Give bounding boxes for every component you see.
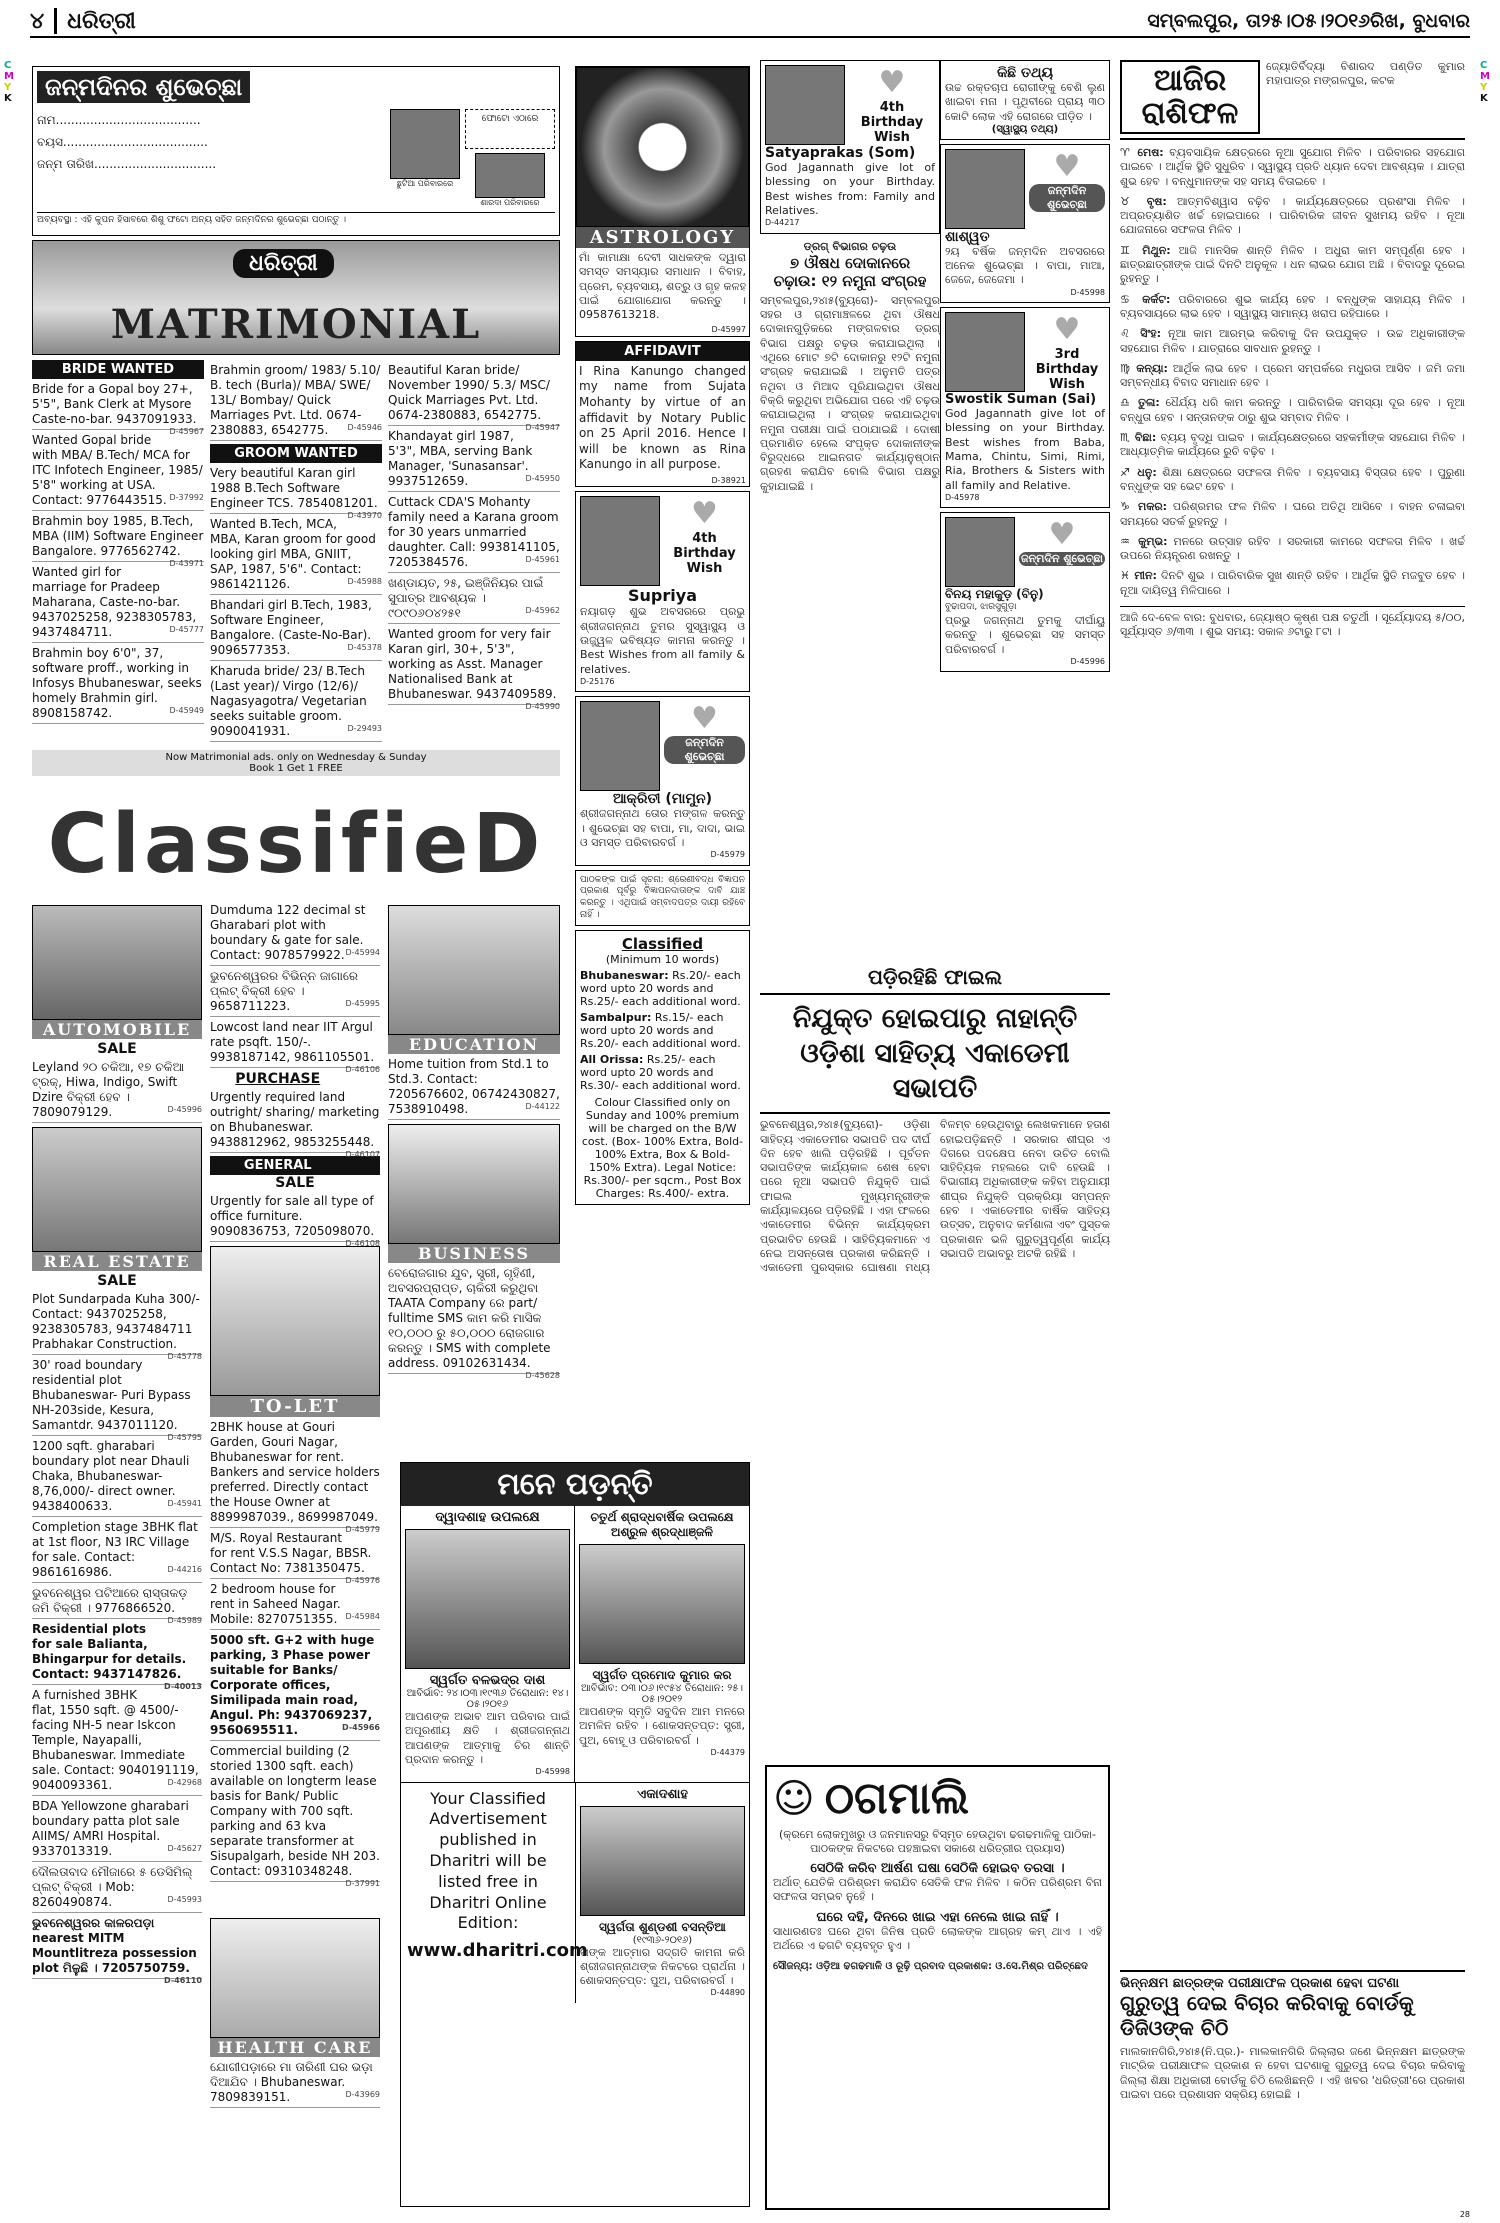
matrimonial-ad: Wanted groom for very fair Karan girl, 30+, 5'3", working as Asst. Manager Nationalised Bank at Bhubaneswar. 9437409589. D-45990 [388,627,560,711]
ad-code: D-44217 [765,218,800,228]
tolet-image [210,1246,380,1396]
form-field-name[interactable]: ନାମ...................................... [37,113,201,127]
memorial-1 [401,1506,575,1782]
fact-source: (ସ୍ୱାସ୍ଥ୍ୟ ତଥ୍ୟ) [991,123,1059,135]
news-headline: ୭ ଔଷଧ ଦୋକାନରେ [789,253,911,272]
child-name: Satyaprakas (Som) [765,145,916,161]
memorial-title: ମନେ ପଡ଼ନ୍ତି [401,1463,749,1506]
child-photo-2 [475,153,545,198]
affidavit-code: D-38921 [711,476,746,486]
fact-title: କିଛି ତଥ୍ୟ [996,65,1054,81]
sign-entry [1120,362,1465,391]
news-headline: ଗୁରୁତ୍ୱ ଦେଇ ବିଚାର କରିବାକୁ ବୋର୍ଡକୁ ଡିଜିଓଙ୍କ ଚିଠି [1120,1991,1414,2040]
matrimonial-ad: Bhandari girl B.Tech, 1983, Software Engineer, Bangalore. (Caste-No-Bar). 9096577353. D-45378 [210,598,382,661]
classified-ad: M/S. Royal Restaurant for rent V.S.S Nagar, BBSR. Contact No: 7381350475. D-45976 [210,1531,380,1585]
photo-placeholder-label: ଫୋଟୋ ଏଠାରେ [465,109,555,149]
rate-value: Rs.25/- each word upto 20 words and Rs.30/- each additional word. [580,1053,741,1093]
rates-title: Classified [621,935,704,954]
memorial-code: D-45998 [535,1767,570,1777]
supriya-birthday-ad [575,491,750,692]
sign-text: ଆର୍ଥିକ ଲାଭ ହେବ । ପ୍ରେମ ସମ୍ପର୍କରେ ମଧୁରତା ଆସିବ । ଜମି ଜମା ସମ୍ବନ୍ଧୀୟ ବିବାଦ ସମାଧାନ ହେବ । [1120,361,1465,390]
matrimonial-footer-offer: Book 1 Get 1 FREE [249,763,343,774]
swostik-birthday-ad [940,307,1110,508]
heart-icon: ♥ [1048,517,1076,553]
classified-ad: 30' road boundary residential plot Bhubaneswar- Puri Bypass NH-203side, Kesura, Samantdr. 9437011120. D-45795 [32,1358,202,1442]
memorial-dates: (୧୯୩୬-୨୦୧୬) [632,1934,693,1946]
panchanga-text: ଆଜି ଦେ-ବେଳ ବାର: ବୁଧବାର, ଜ୍ୟୋଷ୍ଠ କୃଷ୍ଣ ପକ୍ଷ ଚତୁର୍ଥୀ । ସୂର୍ଯ୍ୟୋଦୟ ୫/୦୦, ସୂର୍ଯ୍ୟାସ୍ତ ୬/୩୩ । ଶୁଭ ସମୟ: ସକାଳ ୬ଟାରୁ ୮ଟା । [1120,606,1465,640]
classified-ad: ଦୌଲତାବାଦ ମୌଜାରେ ୫ ଡେସିମିଲ୍ ପ୍ଲଟ୍ ବିକ୍ରୀ । Mob: 8260490874. D-45993 [32,1865,202,1913]
zodiac-sign-icon: ♉ [1120,194,1137,208]
classified-ad: 2BHK house at Gouri Garden, Gouri Nagar, Bhubaneswar for rent. Bankers and service holders preferred. Directly contact the House Owner at 8899987039., 8699987049. D-45979 [210,1420,380,1534]
coupon-title: ଜନ୍ମଦିନର ଶୁଭେଚ୍ଛା [37,71,250,103]
zodiac-sign-icon: ♒ [1120,534,1133,548]
memorial-text: ତାଙ୍କ ଆତ୍ମାର ସଦ୍ଗତି କାମନା କରି ଶ୍ରୀଜଗନ୍ନାଥଙ୍କ ନିକଟରେ ପ୍ରାର୍ଥନା । ଶୋକସନ୍ତପ୍ତ: ପୁଅ, ପରିବାରବର୍ଗ । [580,1945,745,1988]
astrologer-info: ଜ୍ୟୋତିର୍ବିଦ୍ୟା ବିଶାରଦ ପଣ୍ଡିତ କୁମାର ମହାପାତ୍ର ମଙ୍ଗଳପୁର, କଟକ [1266,60,1465,88]
matrimonial-col-2 [210,360,382,745]
news-body: ସମ୍ବଲପୁର,୨୪ା୫(ବ୍ୟୁରୋ)- ସମ୍ବଲପୁର ସହର ଓ ଗ୍ରାମାଞ୍ଚଳରେ ଥିବା ଔଷଧ ଦୋକାନଗୁଡ଼ିକରେ ମଙ୍ଗଳବାର ଡ୍ରଗ୍ ବିଭାଗ ପକ୍ଷରୁ ଚଢ଼ଉ କରାଯାଇଥିଲା । ଏଥିରେ ମୋଟ ୭ଟି ଦୋକାନରୁ ୧୨ଟି ନମୁନା ସଂଗ୍ରହ କରାଯାଇଛି । ଅନୁମତି ପତ୍ର ନଥିବା ଓ ମିଆଦ ପୂରିଯାଇଥିବା ଔଷଧ ବିକ୍ରି କରୁଥିବା ଅଭିଯୋଗ ପରେ ଏହି ଚଢ଼ଉ କରାଯାଇଥିଲା । ସଂଗ୍ରହ କରାଯାଇଥିବା ନମୁନା ପରୀକ୍ଷା ପାଇଁ ପଠାଯାଇଛି । ଦୋଷୀ ପ୍ରମାଣିତ ହେଲେ ସଂପୃକ୍ତ ଦୋକାନୀଙ୍କ ବିରୁଦ୍ଧରେ ଆଇନଗତ କାର୍ଯ୍ୟାନୁଷ୍ଠାନ ଗ୍ରହଣ କରାଯିବ ବୋଲି ବିଭାଗ ପକ୍ଷରୁ କୁହାଯାଇଛି । [760,293,940,493]
memorial-name: ସ୍ୱର୍ଗତା ଶୁଣ୍ଡଶୀ ବସନ୍ତିଆ [599,1919,726,1934]
sign-entry [1120,146,1465,189]
birthday-coupon [32,66,560,236]
swostik-photo [945,312,1025,392]
sign-name: ମୀନ: [1134,569,1157,583]
akriti-photo [580,701,660,791]
astrology-ad [575,66,750,337]
classified-ad: Lowcost land near IIT Argul rate psqft. 150/-. 9938187142, 9861105501. D-46106 [210,1020,380,1074]
child-place: ବୁଢାପଦା, ଝାରସୁଗୁଡ଼ା [945,602,1017,613]
child-name: Swostik Suman (Sai) [945,392,1097,408]
form-field-dob[interactable]: ଜନ୍ମ ତାରିଖ................................ [37,157,217,171]
sale-header: SALE [275,1175,315,1191]
wish-label: 3rd Birthday Wish [1035,347,1099,393]
free-ad-url[interactable]: www.dharitri.com [407,1940,588,1962]
ad-code: D-45996 [1070,656,1105,666]
binay-birthday-ad [940,512,1110,672]
ad-code: D-45979 [710,850,745,860]
memorial-text: ଆପଣଙ୍କ ଅଭାବ ଆମ ପରିବାର ପାଇଁ ଅପୂରଣୀୟ କ୍ଷତି । ଶ୍ରୀଜଗନ୍ନାଥ ଆପଣଙ୍କ ଆତ୍ମାକୁ ଚିର ଶାନ୍ତି ପ୍ରଦାନ କରନ୍ତୁ । [405,1710,570,1766]
memorial-photo-3 [580,1806,745,1916]
automobile-image [32,905,202,1020]
heart-icon: ♥ [691,496,718,532]
akriti-birthday-ad [575,696,750,865]
healthcare-image [210,1918,380,2038]
matrimonial-ad: Brahmin groom/ 1983/ 5.10/ B. tech (Burla)/ MBA/ SWE/ 13L/ Bombay/ Quick Marriages Pvt. Ltd. 0674-2380883, 6542775. D-45946 [210,363,382,441]
matrimonial-ad: Wanted B.Tech, MCA, MBA, Karan groom for good looking girl MBA, GNIIT, SAP, 1987, 5'6". Contact: 9861421126. D-45988 [210,517,382,595]
zodiac-sign-icon: ♋ [1120,292,1135,306]
heart-icon: ♥ [1053,312,1081,348]
news-headline: ନିଯୁକ୍ତ ହୋଇପାରୁ ନାହାନ୍ତି ଓଡ଼ିଶା ସାହିତ୍ୟ ଏକାଡେମୀ ସଭାପତି [760,993,1110,1114]
sign-entry [1120,293,1465,322]
dharitri-logo: ଧରିତ୍ରୀ [233,249,334,278]
zodiac-sign-icon: ♓ [1120,569,1131,583]
education-label: EDUCATION [388,1035,560,1054]
memorial-code: D-44379 [710,1747,745,1757]
sign-entry [1120,431,1465,460]
cmyk-marks-right: C M Y K [1480,60,1490,104]
sign-name: ସିଂହ: [1140,327,1162,341]
sign-name: ମିଥୁନ: [1142,243,1171,257]
matrimonial-ad: Bride for a Gopal boy 27+, 5'5", Bank Clerk at Mysore Caste-no-bar. 9437091933. D-45967 [32,382,204,436]
wish-text: ପ୍ରଭୁ ଜଗନ୍ନାଥ ତୁମକୁ ଦୀର୍ଘାୟୁ କରନ୍ତୁ । ଶୁଭେଚ୍ଛା ସହ ସମସ୍ତ ପରିବାରବର୍ଗ । [945,614,1105,656]
sign-text: ବ୍ୟୟ ବୃଦ୍ଧି ପାଇବ । କାର୍ଯ୍ୟକ୍ଷେତ୍ରରେ ସହକର୍ମୀଙ୍କ ସହଯୋଗ ମିଳିବ । ଆଧ୍ୟାତ୍ମିକ କାର୍ଯ୍ୟରେ ରୁଚି ବଢ଼ିବ । [1120,431,1465,459]
dateline: ସମ୍ବଲପୁର, ତା୨୫।୦୫।୨୦୧୬ରିଖ, ବୁଧବାର [1147,10,1470,32]
cmyk-marks-left: C M Y K [4,60,14,104]
classified-ad: A furnished 3BHK flat, 1550 sqft. @ 4500/-facing NH-5 near Iskcon Temple, Nayapalli, Bhubaneswar. Immediate sale. Contact: 9040191119, 9040093361. D-42968 [32,1688,202,1796]
sasmita-photo [945,149,1025,229]
automobile-label: AUTOMOBILE [32,1020,202,1039]
news-kicker: ଡ୍ରଗ୍ ବିଭାଗର ଚଢ଼ଉ [803,239,897,253]
sahitya-akademi-news [760,965,1110,1605]
zodiac-sign-icon: ♊ [1120,243,1135,257]
wish-badge: ଜନ୍ମଦିନ ଶୁଭେଚ୍ଛା [1020,552,1104,566]
classified-ad: ବେରୋଜଗାର ଯୁବ, ସ୍ତ୍ରୀ, ଗୃହିଣୀ, ଅବସରପ୍ରାପ୍ତ, ଚାକିରୀ କରୁଥିବା TAATA Company ରେ part/ fulltime SMS କାମ କରି ମାସିକ ୧୦,୦୦୦ ରୁ ୫୦,୦୦୦ ରୋଜଗାର କରନ୍ତୁ । SMS with complete address. 09102631434. D-45628 [388,1266,560,1380]
heart-icon: ♥ [691,701,718,737]
matrimonial-banner [32,240,560,355]
wish-text: ନୟାଗଡ଼ ଶୁଭ ଅବସରରେ ପ୍ରଭୁ ଶ୍ରୀଜଗନ୍ନାଥ ତୁମର ସୁସ୍ୱାସ୍ଥ୍ୟ ଓ ଉଜ୍ଜ୍ୱଳ ଭବିଷ୍ୟତ କାମନା କରନ୍ତୁ । Best Wishes from all family & relatives. [580,605,745,676]
page-marker: 28 [1459,2210,1470,2219]
sign-entry [1120,500,1465,529]
thagamali-title: ଠଗମାଲି [824,1773,970,1824]
child-photo-1 [390,109,460,179]
wish-text: ଶ୍ରୀଜଗନ୍ନାଥ ତୋର ମଙ୍ଗଳ କରନ୍ତୁ । ଶୁଭେଚ୍ଛା ସହ ବାପା, ମା, ଦାଦା, ଭାଇ ଓ ସମସ୍ତ ପରିବାରବର୍ଗ । [580,807,745,849]
rate-value: Rs.15/- each word upto 20 words and Rs.20/- each additional word. [580,1011,741,1051]
memorial-name: ସ୍ୱର୍ଗତ ପ୍ରମୋଦ କୁମାର କର [592,1668,732,1682]
rate-place: All Orissa: [580,1053,644,1067]
supriya-photo [580,496,660,586]
thagamali-saying: ଘରେ ଦହି, ଦିନରେ ଖାଇ ଏହା ନେଲେ ଖାଇ ନାହିଁ । [816,1910,1059,1926]
small-notice [575,870,750,927]
ad-code: D-45998 [1070,287,1105,297]
heart-icon: ♥ [1053,148,1081,184]
form-field-age[interactable]: ବୟସ...................................... [37,135,208,149]
memorial-3 [576,1783,749,2003]
matrimonial-footer-note: Now Matrimonial ads. only on Wednesday & Sunday [165,752,427,763]
medicine-news [760,240,940,494]
matrimonial-footer [32,750,560,776]
matrimonial-ad: Wanted Gopal bride with MBA/ B.Tech/ MCA for ITC Infotech Engineer, 1985/ 5'8" working at USA. Contact: 9776443515. D-37992 [32,433,204,511]
sign-entry [1120,569,1465,598]
ad-code: D-45978 [945,492,980,502]
memorial-block [400,1462,750,2207]
matrimonial-ad: Brahmin boy 1985, B.Tech, MBA (IIM) Software Engineer Bangalore. 9776562742. D-43971 [32,514,204,568]
sign-name: କନ୍ୟା: [1136,361,1168,375]
sign-entry [1120,535,1465,564]
classified-ad: Commercial building (2 storied 1300 sqft. each) available on longterm lease basis for Bank/ Public Company with 700 sqft. parking and 63 kva separate transformer at Sisupalgarh, beside NH 203. Contact: 09310348248. D-37991 [210,1744,380,1888]
sign-text: ବ୍ୟବସାୟିକ କ୍ଷେତ୍ରରେ ନୂଆ ସୁଯୋଗ ମିଳିବ । ପରିବାରର ସହଯୋଗ ପାଇବେ । ଆର୍ଥିକ ସ୍ଥିତି ସୁଧୁରିବ । ସ୍ୱାସ୍ଥ୍ୟ ପ୍ରତି ଧ୍ୟାନ ଦେବା ଆବଶ୍ୟକ । ଯାତ୍ରା ଶୁଭ ହେବ । ବନ୍ଧୁମାନଙ୍କ ସହ ସମୟ ବିତାଇବେ । [1120,146,1465,188]
matrimonial-ad: Brahmin boy 6'0", 37, software proff., working in Infosys Bhubaneswar, seeks homely Brahmin girl. 8908158742. D-45949 [32,646,204,724]
child-name: Supriya [628,586,697,606]
rates-subtitle: (Minimum 10 words) [605,953,720,967]
healthcare-block [210,1918,380,2208]
thagamali-text: ଅର୍ଥାତ୍ ଯେତିକି ପରିଶ୍ରମ କରାଯିବ ସେତିକି ଫଳ ମିଳିବ । କଠିନ ପରିଶ୍ରମ ବିନା ସଫଳତା ସମ୍ଭବ ନୁହେଁ । [773,1875,1102,1903]
zodiac-sign-icon: ♐ [1120,465,1132,479]
sign-text: ପରିବାରରେ ଶୁଭ କାର୍ଯ୍ୟ ହେବ । ବନ୍ଧୁଙ୍କ ସାହାଯ୍ୟ ମିଳିବ । ବ୍ୟବସାୟରେ ଲାଭ ହେବ । ସ୍ୱାସ୍ଥ୍ୟ ସାମାନ୍ୟ ଖରାପ ରହିପାରେ । [1120,292,1465,320]
matrimonial-ad: Cuttack CDA'S Mohanty family need a Karana groom for 30 years unmarried daughter. Call: 9938141105, 7205384576. D-45961 [388,495,560,573]
affidavit-header: AFFIDAVIT [576,342,749,361]
sign-text: ନୂଆ କାମ ଆରମ୍ଭ କରିବାକୁ ଦିନ ଉପଯୁକ୍ତ । ଉଚ୍ଚ ଅଧିକାରୀଙ୍କ ସହଯୋଗ ମିଳିବ । ଯାତ୍ରାରେ ସାବଧାନ ରୁହନ୍ତୁ । [1120,327,1465,355]
sign-name: କର୍କଟ: [1142,292,1171,306]
binay-photo [945,517,1015,587]
memorial-heading: ଦ୍ୱାଦଶାହ ଉପଲକ୍ଷେ [435,1510,540,1525]
child-name: ବିନୟ ମହାକୁଡ଼ (ବିନୁ) [945,587,1044,602]
classified-ad: Plot Sundarpada Kuha 300/-Contact: 9437025258, 9238305783, 9437484711 Prabhakar Construction. D-45778 [32,1292,202,1361]
classified-ad: BDA Yellowzone gharabari boundary patta plot sale AIIMS/ AMRI Hospital. 9337013319. D-45627 [32,1799,202,1862]
purchase-header: PURCHASE [235,1071,321,1087]
column-5 [760,60,940,760]
column-6 [940,60,1110,760]
news-kicker: ଭିନ୍ନକ୍ଷମ ଛାତ୍ରଙ୍କ ପରୀକ୍ଷାଫଳ ପ୍ରକାଶ ହେବା ଘଟଣା [1120,1976,1400,1991]
sign-entry [1120,466,1465,495]
matrimonial-title: MATRIMONIAL [110,301,482,348]
news-body: ମାଲକାନଗିରି,୨୪ା୫(ନି.ପ୍ର.)- ମାଲକାନଗିରି ଜିଲ୍ଲାର ଜଣେ ଭିନ୍ନକ୍ଷମ ଛାତ୍ରଙ୍କ ମାଟ୍ରିକ ପରୀକ୍ଷାଫଳ ପ୍ରକାଶ ନ ହେବା ଘଟଣାକୁ ଗୁରୁତ୍ୱ ଦେଇ ବିଚାର କରିବାକୁ ଜିଲ୍ଲା ଶିକ୍ଷା ଅଧିକାରୀ ବୋର୍ଡକୁ ଚିଠି ଲେଖିଛନ୍ତି । ଏହି ଖବର 'ଧରିତ୍ରୀ'ରେ ପ୍ରକାଶ ପାଇବା ପରେ ପ୍ରଶାସନ ସକ୍ରିୟ ହୋଇଛି । [1120,2045,1465,2101]
column-4 [575,66,750,1456]
sign-entry [1120,396,1465,425]
rate-place: Sambalpur: [580,1011,652,1025]
classified-col-c [388,905,560,1465]
memorial-name: ସ୍ୱର୍ଗତ ବଳଭଦ୍ର ଦାଶ [429,1673,546,1688]
zodiac-sign-icon: ♏ [1120,431,1131,445]
photo-caption-1: ଛୁଟିଆ ପରିବାରରେ [396,179,454,188]
horoscope-title: ଆଜିର ରାଶିଫଳ [1120,60,1260,134]
rates-note: Colour Classified only on Sunday and 100% premium will be charged on the B/W cost. (Box- 100% Extra, Bold- 100% Extra, Box & Bold- 150% Extra). Legal Notice: Rs.300/- per sqcm., Post Box Charges: Rs.400/- extra. [581,1096,744,1201]
matrimonial-ad: Very beautiful Karan girl 1988 B.Tech Software Engineer TCS. 7854081201. D-43970 [210,466,382,520]
matrimonial-ad: Kharuda bride/ 23/ B.Tech (Last year)/ Virgo (12/6)/ Nagasyagotra/ Vegetarian seeks suitable groom. 9090041931. D-29493 [210,664,382,742]
sign-text: ମନରେ ଉତ୍ସାହ ରହିବ । ସରକାରୀ କାମରେ ସଫଳତା ମିଳିବ । ଖର୍ଚ୍ଚ ଉପରେ ନିୟନ୍ତ୍ରଣ ରଖନ୍ତୁ । [1120,534,1465,563]
classified-ad: Urgently required land outright/ sharing/ marketing on Bhubaneswar. 9438812962, 9853255448. D-46107 [210,1090,380,1159]
classified-ad: ଭୁବନେଶ୍ୱର ପଟିଆରେ ରାସ୍ତାକଡ଼ ଜମି ବିକ୍ରୀ । 9776866520. D-45989 [32,1586,202,1625]
som-photo [765,65,845,145]
classified-ad: 1200 sqft. gharabari boundary plot near Dhauli Chaka, Bhubaneswar-8,76,000/- direct owner. 9438400633. D-45941 [32,1439,202,1517]
classified-ad: Completion stage 3BHK flat at 1st floor, N3 IRC Village for sale. Contact: 9861616986. D-44216 [32,1520,202,1583]
notice-text: ପାଠକଙ୍କ ପାଇଁ ସୂଚନା: ଶ୍ରେଣୀବଦ୍ଧ ବିଜ୍ଞାପନ ପ୍ରକାଶ ପୂର୍ବରୁ ବିଜ୍ଞାପନଦାତାଙ୍କ ଦାବି ଯାଞ୍ଚ କରନ୍ତୁ । ଏଥିପାଇଁ ସମ୍ବାଦପତ୍ର ଦାୟୀ ରହିବେ ନାହିଁ । [580,874,745,920]
matrimonial-ad: Beautiful Karan bride/ November 1990/ 5.3/ MSC/ Quick Marriages Pvt. Ltd. 0674-2380883, 6542775. D-45947 [388,363,560,432]
som-birthday-ad [760,60,940,234]
coupon-note: ଅବ୍ୟବସ୍ଥା : ଏହି କୁପନ ହିସାବରେ ଶିଶୁ ଫଟୋ ଅନ୍ୟ ସହିତ ଜନ୍ମଦିନର ଶୁଭେଚ୍ଛା ପଠାନ୍ତୁ । [37,212,555,225]
sign-name: ମେଷ: [1137,146,1164,159]
photo-caption-2: ଶାରଦା ପରିବାରରେ [480,198,540,207]
sale-header: SALE [97,1041,137,1057]
tolet-label: TO-LET [210,1396,380,1417]
wish-text: ୨ୟ ବର୍ଷିକ ଜନ୍ମଦିନ ଅବସରରେ ଅନେକ ଶୁଭେଚ୍ଛା । ବାପା, ମାଆ, ଜେଜେ, ଜେଜେମା । [945,244,1105,287]
matrimonial-ad: Khandayat girl 1987, 5'3", MBA, serving Bank Manager, 'Sunasansar'. 9937512659. D-45950 [388,429,560,492]
rate-value: Rs.20/- each word upto 20 words and Rs.25/- each additional word. [580,969,741,1009]
page-number: ୪ [30,8,45,34]
wish-badge: ଜନ୍ମଦିନ ଶୁଭେଚ୍ଛା [1029,184,1105,212]
sasmita-birthday-ad [940,144,1110,303]
sale-header: SALE [97,1273,137,1289]
astrology-code: D-45997 [711,325,746,335]
general-header: GENERAL [210,1156,380,1175]
zodiac-wheel-image [576,67,749,227]
sign-text: ଆତ୍ମବିଶ୍ୱାସ ବଢ଼ିବ । କାର୍ଯ୍ୟକ୍ଷେତ୍ରରେ ପ୍ରଶଂସା ମିଳିବ । ଅପ୍ରତ୍ୟାଶିତ ଖର୍ଚ୍ଚ ହୋଇପାରେ । ପାରିବାରିକ ଜୀବନ ସୁଖମୟ ରହିବ । ନୂଆ ଯୋଜନାରେ ସଫଳତା ମିଳିବ । [1120,194,1465,237]
classified-ad: Home tuition from Std.1 to Std.3. Contact: 7205676602, 06742430827, 7538910498. D-44122 [388,1057,560,1120]
zodiac-sign-icon: ♑ [1120,500,1133,514]
wish-badge: ଜନ୍ମଦିନ ଶୁଭେଚ୍ଛା [664,736,745,764]
news-body: ଭୁବନେଶ୍ୱର,୨୪ା୫(ବ୍ୟୁରୋ)- ଓଡ଼ିଶା ସାହିତ୍ୟ ଏକାଡେମୀର ସଭାପତି ପଦ ଦୀର୍ଘ ଦିନ ହେବ ଖାଲି ପଡ଼ିରହିଛି । ପୂର୍ବତନ ସଭାପତିଙ୍କ କାର୍ଯ୍ୟକାଳ ଶେଷ ହେବା ପରେ ନୂଆ ସଭାପତି ନିଯୁକ୍ତି ପାଇଁ ଫାଇଲ ମୁଖ୍ୟମନ୍ତ୍ରୀଙ୍କ କାର୍ଯ୍ୟାଳୟରେ ପଡ଼ିରହିଛି । ଏହା ଫଳରେ ଏକାଡେମୀର ବିଭିନ୍ନ କାର୍ଯ୍ୟକ୍ରମ ପ୍ରଭାବିତ ହେଉଛି । ସାହିତ୍ୟିକମାନେ ଏ ନେଇ ଅସନ୍ତୋଷ ପ୍ରକାଶ କରିଛନ୍ତି । ଏକାଡେମୀ ପୁରସ୍କାର ଘୋଷଣା ମଧ୍ୟ ବିଳମ୍ବ ହେଉଥିବାରୁ ଲେଖକମାନେ ହତାଶ ହୋଇପଡ଼ିଛନ୍ତି । ସରକାର ଶୀଘ୍ର ଏ ଦିଗରେ ପଦକ୍ଷେପ ନେବା ଉଚିତ ବୋଲି ସାହିତ୍ୟିକ ମହଲରେ ଦାବି ହେଉଛି । ବିଭାଗୀୟ ଅଧିକାରୀଙ୍କ କହିବା ଅନୁଯାୟୀ ଶୀଘ୍ର ନିଯୁକ୍ତି ପ୍ରକ୍ରିୟା ସମ୍ପନ୍ନ ହେବ । ଏକାଡେମୀର ବାର୍ଷିକ ସାହିତ୍ୟ ଉତ୍ସବ, ଅନୁବାଦ କର୍ମଶାଳା ଏବଂ ପୁସ୍ତକ ପ୍ରକାଶନ ଭଳି ଗୁରୁତ୍ୱପୂର୍ଣ୍ଣ କାର୍ଯ୍ୟ ସଭାପତି ଅଭାବରୁ ଅଟକି ରହିଛି । [760,1118,1110,1275]
news-kicker: ପଡ଼ିରହିଛି ଫାଇଲ [867,965,1003,989]
sign-name: ତୁଳା: [1138,396,1160,410]
sign-name: ବୃଷ: [1146,194,1167,208]
zodiac-sign-icon: ♈ [1120,146,1132,159]
affidavit-ad [575,341,750,488]
heart-icon: ♥ [878,65,906,100]
classified-rates [575,930,750,1205]
realestate-label: REAL ESTATE [32,1252,202,1271]
sign-text: ଶିକ୍ଷା କ୍ଷେତ୍ରରେ ସଫଳତା ମିଳିବ । ବ୍ୟବସାୟ ବିସ୍ତାର ହେବ । ପୁରୁଣା ବନ୍ଧୁଙ୍କ ସହ ଭେଟ ହେବ । [1120,465,1465,493]
child-name: ଆକ୍ରିତୀ (ମାମୁନ) [613,791,712,808]
wish-label: 4th Birthday Wish [673,531,736,577]
child-name: ଶାଶ୍ୱତ [945,228,990,245]
news-headline: ଚଢ଼ାଉ: ୧୨ ନମୁନା ସଂଗ୍ରହ [773,271,927,290]
thagamali-compiler: ସୌଜନ୍ୟ: ଓଡ଼ିଆ ଢଗଢମାଳି ଓ ରୂଢ଼ି ପ୍ରବାଦ ପ୍ରକାଶକ: ଓ.ସେ.ମିଶ୍ର ପରିଚ୍ଛେଦ [773,1960,1088,1972]
classified-col-a [32,905,202,2205]
sign-text: ଆଜି ମାନସିକ ଶାନ୍ତି ମିଳିବ । ଅଧୁରା କାମ ସମ୍ପୂର୍ଣ୍ଣ ହେବ । ଛାତ୍ରଛାତ୍ରୀଙ୍କ ପାଇଁ ଦିନଟି ଅନୁକୂଳ । ଧନ ଲାଭର ଯୋଗ ଅଛି । ବିବାଦରୁ ଦୂରେଇ ରୁହନ୍ତୁ । [1120,243,1465,286]
sign-name: କୁମ୍ଭ: [1138,534,1168,548]
zodiac-sign-icon: ♌ [1120,327,1134,341]
free-ad-box [401,1783,588,2003]
kichhi-tathya [940,60,1110,140]
zodiac-sign-icon: ♎ [1120,396,1133,410]
memorial-code: D-44890 [710,1988,745,1998]
thagamali-text: ସାଧାରଣତଃ ଘରେ ଥିବା ଜିନିଷ ପ୍ରତି ଲୋକଙ୍କ ଆଗ୍ରହ କମ୍ ଥାଏ । ଏହି ଅର୍ଥରେ ଏ ଢଗଟି ବ୍ୟବହୃତ ହୁଏ । [773,1925,1102,1953]
classified-ad: 2 bedroom house for rent in Saheed Nagar. Mobile: 8270751355. D-45984 [210,1582,380,1630]
sign-entry [1120,195,1465,238]
memorial-2 [575,1506,749,1782]
paper-name: ଧରିତ୍ରୀ [67,8,136,34]
classified-title: ClassifieD [47,797,545,892]
sign-name: ଧନୁ: [1137,465,1157,479]
zodiac-sign-icon: ♍ [1120,361,1132,375]
astrology-text: ମାଁ କାମାକ୍ଷା ଦେବୀ ସାଧକଙ୍କ ଦ୍ୱାରା ସମସ୍ତ ସମସ୍ୟାର ସମାଧାନ । ବିବାହ, ପ୍ରେମ, ବ୍ୟବସାୟ, ଶତ୍ରୁ ଓ ଗୃହ କଳହ ପାଇଁ ଯୋଗାଯୋଗ କରନ୍ତୁ । 09587613218. [579,251,746,322]
sign-entry [1120,327,1465,356]
bride-wanted-header: BRIDE WANTED [32,360,204,379]
affidavit-text: I Rina Kanungo changed my name from Sujata Mohanty by virtue of an affidavit by Notary Public on 25 April 2016. Hence I will be known as Rina Kanungo in all purpose. [579,363,746,472]
business-image [388,1124,560,1244]
classified-ad: ଯୋଗୀପଡ଼ାରେ ମା ତାରିଣୀ ଘର ଭଡ଼ା ଦିଆଯିବ । Bhubaneswar. 7809839151. D-43969 [210,2060,380,2108]
sign-text: ଧୈର୍ଯ୍ୟ ଧରି କାମ କରନ୍ତୁ । ପାରିବାରିକ ସମସ୍ୟା ଦୂର ହେବ । ନୂଆ ବନ୍ଧୁତା ହେବ । ସନ୍ତାନଙ୍କ ଠାରୁ ଶୁଭ ସମ୍ବାଦ ମିଳିବ । [1120,396,1465,424]
memorial-photo-2 [579,1544,745,1664]
memorial-heading: ଚତୁର୍ଥ ଶ୍ରାଦ୍ଧବାର୍ଷିକ ଉପଲକ୍ଷେ ଅଶ୍ରୁଳ ଶ୍ରଦ୍ଧାଞ୍ଜଳି [590,1510,734,1539]
classified-ad: Residential plots for sale Balianta, Bhingarpur for details. Contact: 9437147826. D-40013 [32,1622,202,1691]
classified-ad: Urgently for sale all type of office furniture. 9090836753, 7205098070. D-46108 [210,1194,380,1248]
masthead [30,6,1470,38]
classified-ad: 5000 sft. G+2 with huge parking, 3 Phase power suitable for Banks/ Corporate offices, Similipada main road, Angul. Ph: 9437069237, 9560695511. D-45966 [210,1633,380,1741]
matrimonial-col-1 [32,360,204,727]
business-label: BUSINESS [388,1244,560,1263]
thagamali-icon: ☺ [773,1775,815,1822]
healthcare-label: HEALTH CARE [210,2038,380,2057]
wish-text: God Jagannath give lot of blessing on your Birthday. Best wishes from: Family and Relatives. [765,161,935,217]
sign-text: ପରିଶ୍ରମର ଫଳ ମିଳିବ । ଘରେ ଅତିଥି ଆସିବେ । ବାହନ ଚଳାଇବା ସମୟରେ ସତର୍କ ରୁହନ୍ତୁ । [1120,500,1465,528]
ad-code: D-25176 [580,676,615,686]
classified-ad: ଭୁବନେଶ୍ୱରର କାଳରପଡ଼ା nearest MITM Mountlitreza possession plot ମିଳୁଛି । 7205750759. D-46110 [32,1916,202,1985]
exam-news [1120,1970,1465,2210]
classified-ad: Dumduma 122 decimal st Gharabari plot with boundary & gate for sale. Contact: 9078579922. D-45994 [210,903,380,966]
education-image [388,905,560,1035]
thagamali-saying: ସେଠିକି କରିବ ଆର୍ଷଣ ଘଷା ସେଠିକି ହୋଇବ ତରସା । [810,1860,1065,1876]
fact-text: ଉଚ୍ଚ ରକ୍ତଚାପ ରୋଗୀଙ୍କୁ ବେଶି ଲୁଣ ଖାଇବା ମନା । ପୃଥିବୀରେ ପ୍ରାୟ ୩୦ କୋଟି ଲୋକ ଏହି ରୋଗରେ ପୀଡ଼ିତ । [945,81,1105,123]
thagamali-intro: (କ୍ରମେ ଲୋକମୁଖରୁ ଓ ଜନମାନସରୁ ବିସ୍ମୃତ ହେଉଥିବା ଢଗଢମାଳିକୁ ପାଠିକା-ପାଠକଙ୍କ ନିକଟରେ ପହଞ୍ଚାଇବା ସକାଶେ ଧରିତ୍ରୀର ପ୍ରୟାସ) [779,1828,1096,1856]
sign-entry [1120,244,1465,287]
memorial-dates: ଆବିର୍ଭାବ: ୨୪।୦୩।୧୯୩୬ ତିରୋଧାନ: ୧୪।୦୫।୨୦୧୬ [406,1688,569,1710]
astrology-title: ASTROLOGY [576,227,749,248]
groom-wanted-header: GROOM WANTED [210,444,382,463]
rate-place: Bhubaneswar: [580,969,669,983]
memorial-dates: ଆବିର୍ଭାବ: ୦୩।୦୬।୧୯୫୪ ତିରୋଧାନ: ୨୫।୦୫।୨୦୧୨ [581,1683,743,1705]
matrimonial-col-3 [388,360,560,712]
sign-text: ଦିନଟି ଶୁଭ । ପାରିବାରିକ ସୁଖ ଶାନ୍ତି ରହିବ । ଆର୍ଥିକ ସ୍ଥିତି ମଜବୁତ ହେବ । ନୂଆ ଦାୟିତ୍ୱ ମିଳିପାରେ । [1120,569,1465,597]
realestate-image [32,1127,202,1252]
memorial-text: ଆପଣଙ୍କ ସ୍ମୃତି ସବୁଦିନ ଆମ ମନରେ ଅମଳିନ ରହିବ । ଶୋକସନ୍ତପ୍ତ: ସ୍ତ୍ରୀ, ପୁଅ, ବୋହୂ ଓ ପରିବାରବର୍ଗ । [579,1705,745,1747]
free-ad-text: Your Classified Advertisement published in Dharitri will be listed free in Dharitri Online Edition: [429,1788,547,1933]
classified-ad: ଭୁବନେଶ୍ୱରର ବିଭିନ୍ନ ଜାଗାରେ ପ୍ଲଟ୍ ବିକ୍ରୀ ହେବ । 9658711223. D-45995 [210,969,380,1017]
sign-name: ମକର: [1137,500,1168,514]
matrimonial-ad: Wanted girl for marriage for Pradeep Maharana, Caste-no-bar. 9437025258, 9238305783, 9437484711. D-45777 [32,565,204,643]
matrimonial-ad: ଖଣ୍ଡାୟତ, ୨୫, ଇଞ୍ଜିନିୟର ପାଇଁ ସୁପାତ୍ର ଆବଶ୍ୟକ । ୯୦୯୦୬୦୪୨୫୧ D-45962 [388,576,560,624]
wish-text: God Jagannath give lot of blessing on your Birthday. Best wishes from Baba, Mama, Chintu, Simi, Rimi, Ria, Brothers & Sisters with all family and Relative. [945,407,1105,492]
sign-name: ବିଛା: [1134,431,1157,445]
thagamali-block [765,1765,1110,2210]
horoscope-block [1120,60,1465,1965]
wish-label: 4th Birthday Wish [860,100,924,145]
memorial-heading: ଏକାଦଶାହ [637,1786,688,1802]
memorial-photo-1 [405,1529,570,1669]
classified-ad: Leyland ୨୦ ଚକିଆ, ୧୭ ଚକିଆ ଟ୍ରକ୍, Hiwa, Indigo, Swift Dzire ବିକ୍ରୀ ହେବ । 7809079129. D-45996 [32,1060,202,1123]
